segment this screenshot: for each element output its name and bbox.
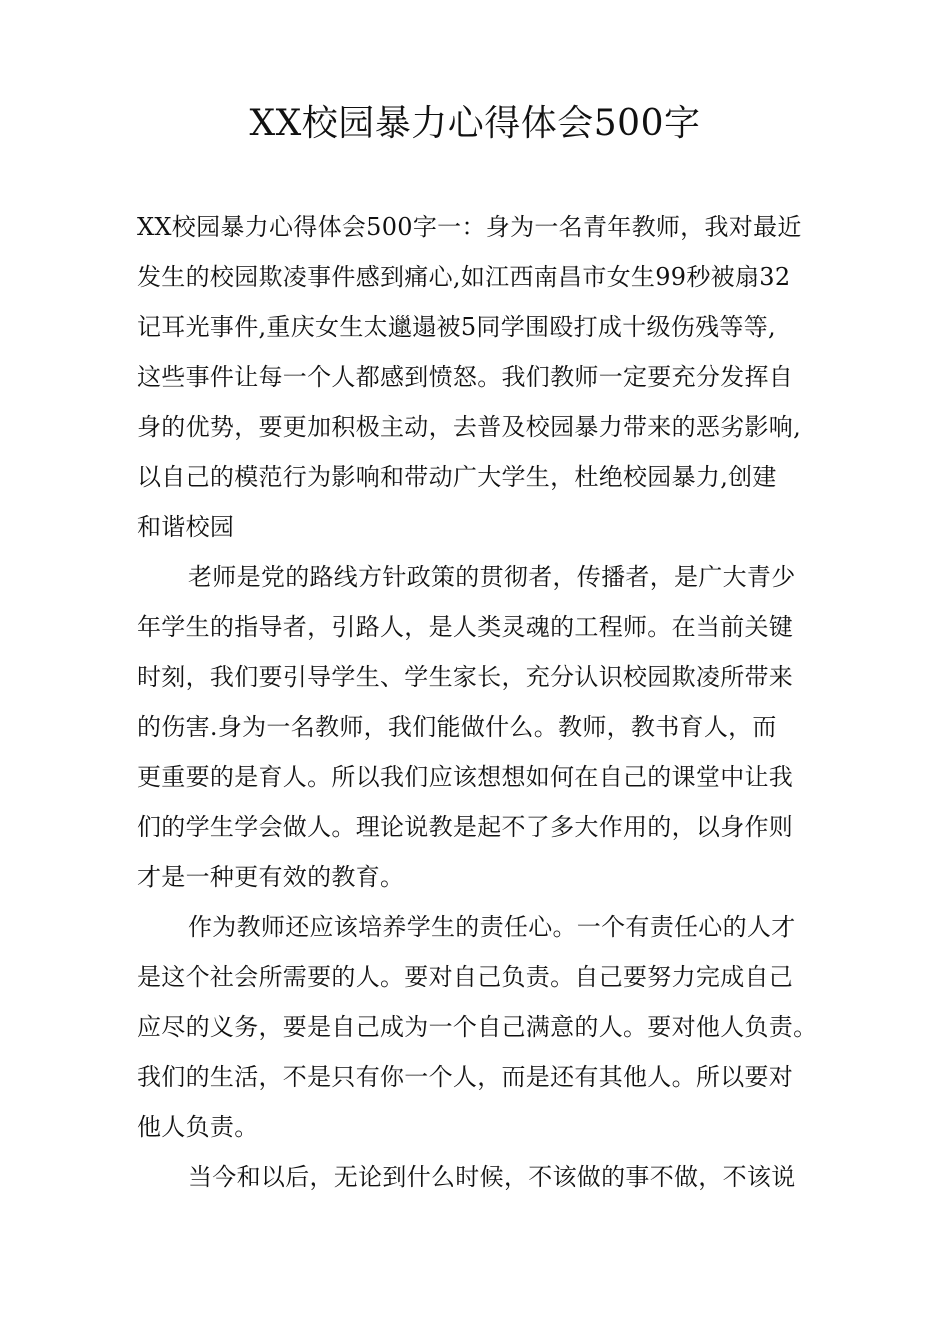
text-line: 更重要的是育人。所以我们应该想想如何在自己的课堂中让我	[137, 763, 794, 791]
text-line: 是这个社会所需要的人。要对自己负责。自己要努力完成自己	[137, 963, 794, 991]
text-line-indented: 当今和以后，无论到什么时候，不该做的事不做，不该说	[188, 1163, 796, 1191]
text-line: 他人负责。	[137, 1113, 259, 1141]
text-line: 发生的校园欺凌事件感到痛心,如江西南昌市女生99秒被扇32	[137, 263, 791, 291]
document-body	[137, 202, 831, 1202]
text-line: 年学生的指导者，引路人，是人类灵魂的工程师。在当前关键	[137, 613, 794, 641]
text-line: 们的学生学会做人。理论说教是起不了多大作用的，以身作则	[137, 813, 794, 841]
text-line: 才是一种更有效的教育。	[137, 863, 405, 891]
text-line: 记耳光事件,重庆女生太邋遢被5同学围殴打成十级伤残等等,	[137, 313, 776, 341]
text-line: 这些事件让每一个人都感到愤怒。我们教师一定要充分发挥自	[137, 363, 794, 391]
text-line: 和谐校园	[137, 513, 235, 541]
text-line-indented: 作为教师还应该培养学生的责任心。一个有责任心的人才	[188, 913, 796, 941]
text-line: XX校园暴力心得体会500字一：身为一名青年教师，我对最近	[137, 213, 802, 241]
text-line-indented: 老师是党的路线方针政策的贯彻者，传播者，是广大青少	[188, 563, 796, 591]
text-line: 时刻，我们要引导学生、学生家长，充分认识校园欺凌所带来	[137, 663, 794, 691]
text-line: 以自己的模范行为影响和带动广大学生，杜绝校园暴力,创建	[137, 463, 777, 491]
text-line: 的伤害.身为一名教师，我们能做什么。教师，教书育人，而	[137, 713, 777, 741]
text-line: 应尽的义务，要是自己成为一个自己满意的人。要对他人负责。	[137, 1013, 818, 1041]
document-title: XX校园暴力心得体会500字	[249, 103, 701, 144]
text-line: 我们的生活，不是只有你一个人，而是还有其他人。所以要对	[137, 1063, 794, 1091]
text-line: 身的优势，要更加积极主动，去普及校园暴力带来的恶劣影响,	[137, 413, 802, 441]
